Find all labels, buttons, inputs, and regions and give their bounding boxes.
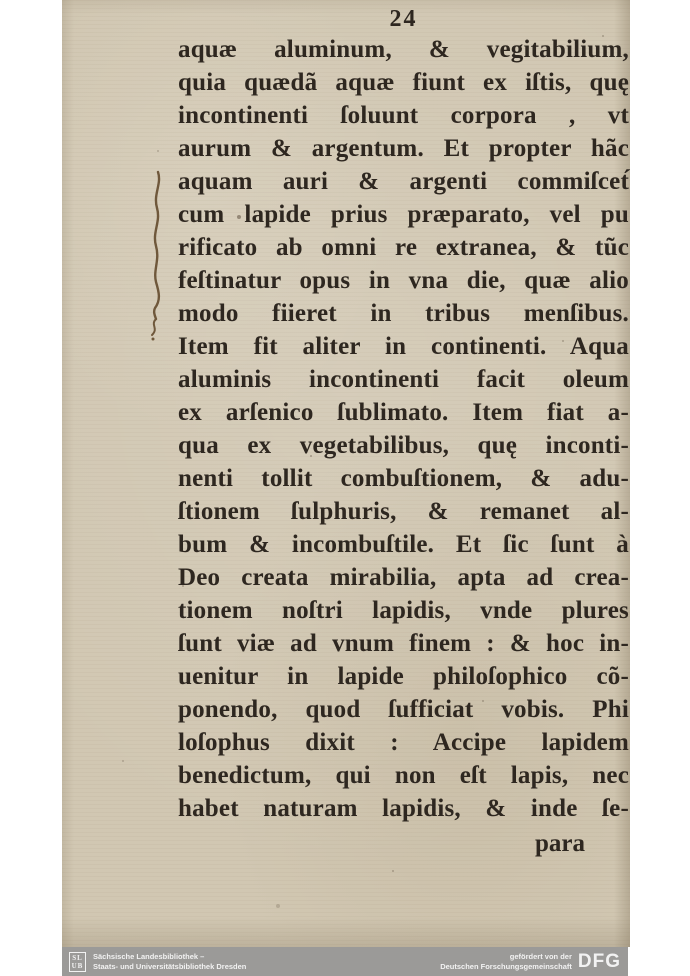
text-line: loſophus dixit : Accipe lapidem [178, 729, 629, 756]
text-line: habet naturam lapidis, & inde ſe- [178, 795, 629, 822]
slub-logo-top: SL [72, 953, 83, 962]
page-number: 24 [389, 6, 418, 32]
text-line: uenitur in lapide philoſophico cõ- [178, 663, 629, 690]
library-name [93, 952, 246, 971]
footer-bar [62, 947, 628, 976]
text-line: benedictum, qui non eſt lapis, nec [178, 762, 629, 789]
catchword-row [178, 827, 629, 860]
text-line: bum & incombuſtile. Et ſic ſunt à [178, 531, 629, 558]
text-line: rificato ab omni re extranea, & tũc [178, 234, 629, 261]
slub-logo-icon [69, 952, 86, 972]
paper-specks [62, 0, 64, 2]
text-line: nenti tollit combuſtionem, & adu- [178, 465, 629, 492]
text-line: cum lapide prius præparato, vel pu [178, 201, 629, 228]
dfg-logo: DFG [577, 951, 621, 972]
funding-line1: gefördert von der [509, 952, 572, 961]
text-line: aquam auri & argenti commiſcet́ [178, 168, 629, 195]
text-line: quia quædã aquæ fiunt ex iſtis, quę [178, 69, 629, 96]
text-line: aquæ aluminum, & vegitabilium, [178, 36, 629, 63]
text-column [178, 33, 629, 825]
slub-logo-bottom: UB [71, 961, 84, 970]
library-branding [69, 952, 246, 972]
text-line: ex arſenico ſublimato. Item fiat a- [178, 399, 629, 426]
text-line: feſtinatur opus in vna die, quæ alio [178, 267, 629, 294]
text-line: ſunt viæ ad vnum finem : & hoc in- [178, 630, 629, 657]
text-line: modo fiieret in tribus menſibus. [178, 300, 629, 327]
library-name-line2: Staats- und Universitätsbibliothek Dresden [93, 961, 247, 971]
text-line: aurum & argentum. Et propter hãc [178, 135, 629, 162]
book-page [62, 0, 630, 947]
funding-branding [440, 952, 621, 971]
text-line: ponendo, quod ſufficiat vobis. Phi [178, 696, 629, 723]
text-line: aluminis incontinenti facit oleum [178, 366, 629, 393]
marginal-ink-brace-mark [146, 170, 170, 342]
text-line: ſtionem ſulphuris, & remanet al- [178, 498, 629, 525]
text-line: Deo creata mirabilia, apta ad crea- [178, 564, 629, 591]
funding-line2: Deutschen Forschungsgemeinschaft [440, 961, 572, 971]
text-line: incontinenti ſoluunt corpora , vt [178, 102, 629, 129]
text-line: Item fit aliter in continenti. Aqua [178, 333, 629, 360]
funding-note [440, 952, 572, 971]
text-line: tionem noſtri lapidis, vnde plures [178, 597, 629, 624]
catchword: para [535, 830, 585, 857]
text-line: qua ex vegetabilibus, quę inconti- [178, 432, 629, 459]
library-name-line1: Sächsische Landesbibliothek – [93, 952, 205, 961]
